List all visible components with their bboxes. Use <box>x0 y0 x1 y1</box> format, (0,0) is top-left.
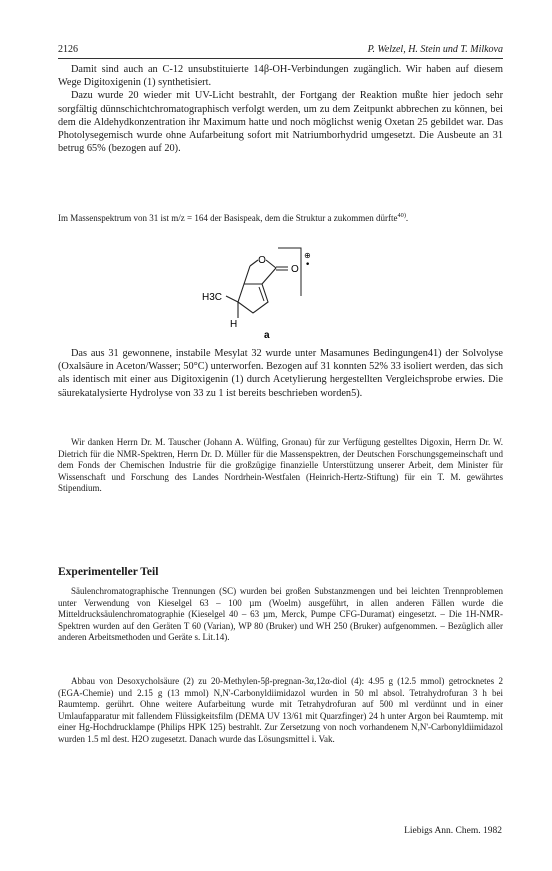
page-number: 2126 <box>58 44 78 55</box>
lactone-bond-3 <box>250 260 258 266</box>
acknowledgement: Wir danken Herrn Dr. M. Tauscher (Johann A. Wülfing, Gronau) für zur Verfügung gestelltes Digoxin, Herrn Dr. W. Dietrich für die NMR-Spektren, Herrn Dr. D. Müller für die Massenspektren, der Deutschen Forschungsgemeinschaft und dem Fonds der Chemischen Industrie für die großzügige finanzielle Unterstützung unserer Arbeit, dem Minister für Wissenschaft und Forschung des Landes Nordrhein-Westfalen (Heinrich-Hertz-Stiftung) für ein T. M. gewährtes Stipendium. <box>58 437 503 494</box>
experimental-general <box>58 586 503 644</box>
methyl-bond <box>226 296 238 302</box>
running-title: P. Welzel, H. Stein und T. Milkova <box>367 44 503 55</box>
paragraph-1: Damit sind auch an C-12 unsubstituierte 14β-OH-Verbindungen zugänglich. Wir haben auf diesem Wege Digitoxigenin (1) synthetisiert. <box>58 64 503 89</box>
ring-oxygen: O <box>258 255 266 266</box>
experimental-procedure <box>58 676 503 746</box>
hydrogen-label: H <box>230 319 238 330</box>
charge-symbol: ⊕ <box>304 251 311 260</box>
mass-spec-ref: 40) <box>397 212 406 219</box>
acknowledgement-block <box>58 437 503 495</box>
mesylate-paragraph-block <box>58 347 503 400</box>
methyl-label: H3C <box>202 292 223 303</box>
mass-spec-text: Im Massenspektrum von 31 ist m/z = 164 der Basispeak, dem die Struktur a zukommen dürfte <box>58 213 398 223</box>
lactone-bond-2 <box>262 268 276 284</box>
structure-caption: a <box>264 330 270 338</box>
header-rule <box>58 58 503 59</box>
page-footer: Liebigs Ann. Chem. 1982 <box>404 826 502 836</box>
paragraph-2: Dazu wurde 20 wieder mit UV-Licht bestrahlt, der Fortgang der Reaktion mußte hier jedoch sehr sorgfältig dünnschichtchromatographisch verfolgt werden, um zu dem Zeitpunkt abbrechen zu können, bei dem die Aldehydkonzentration ihr Maximum hatte und noch möglichst wenig Oxetan 25 gebildet war. Das Photolysegemisch wurde ohne Aufarbeitung sofort mit Natriumborhydrid umgesetzt. Die Ausbeute an 31 betrug 65% (bezogen auf 20). <box>58 90 503 155</box>
structure-a <box>200 238 340 338</box>
experimental-paragraph-1: Säulenchromatographische Trennungen (SC) wurden bei großen Substanzmengen und bei leichten Trennproblemen unter Verwendung von Kieselgel 63 – 100 µm (Woelm) ausgeführt, in allen anderen Fällen wurde die Mitteldrucksäulenchromatographie (Kieselgel 40 – 63 µm, Merck, Pumpe CFG-Duramat) eingesetzt. – Die 1H-NMR-Spektren wurden auf den Geräten T 60 (Varian), WP 80 (Bruker) und WH 250 (Bruker) aufgenommen. – Bezüglich aller anderen Arbeitsmethoden und Geräte s. Lit.14). <box>58 586 503 643</box>
mass-spec-paragraph: Im Massenspektrum von 31 ist m/z = 164 der Basispeak, dem die Struktur a zukommen dürfte$^{40)}$. <box>58 212 409 223</box>
section-title: Experimenteller Teil <box>58 566 159 578</box>
page-header <box>58 44 503 55</box>
lactone-bond-4 <box>266 260 276 268</box>
paragraph-3: Das aus 31 gewonnene, instabile Mesylat 32 wurde unter Masamunes Bedingungen41) der Solvolyse (Oxalsäure in Aceton/Wasser; 50°C) unterworfen. Bezogen auf 31 konnten 52% 33 isoliert werden, das sich als identisch mit einer aus Digitoxigenin (1) durch Acetylierung hergestellten Vergleichsprobe erwies. Die säurekatalysierte Hydrolyse von 33 zu 1 ist bereits beschrieben worden5). <box>58 348 503 399</box>
carbonyl-oxygen: O <box>291 264 299 275</box>
experimental-paragraph-2: Abbau von Desoxycholsäure (2) zu 20-Methylen-5β-pregnan-3α,12α-diol (4): 4.95 g (12.5 mmol) getrocknetes 2 (EGA-Chemie) und 2.15 g (13 mmol) N,N'-Carbonyldiimidazol wurden in 50 ml absol. Tetrahydrofuran 3 h bei Raumtemp. gerührt. Ohne weitere Aufarbeitung wurde mit Tetrahydrofuran auf 500 ml verdünnt und in einer Umlaufapparatur mit fallendem Flüssigkeitsfilm (DEMA UV 13/61 mit Quarzfinger) 24 h unter Argon bei Raumtemp. mit einer Hg-Hochdrucklampe (Philips HPK 125) bestrahlt. Zur Zersetzung von noch vorhandenem N,N'-Carbonyldiimidazol wurden 1.5 ml dest. H2O zugesetzt. Danach wurde das Lösungsmittel i. Vak. <box>58 676 503 744</box>
lactone-bond-1 <box>244 266 250 284</box>
intro-paragraphs <box>58 63 503 155</box>
mass-spec-note <box>58 213 503 225</box>
radical-dot: • <box>305 260 311 270</box>
